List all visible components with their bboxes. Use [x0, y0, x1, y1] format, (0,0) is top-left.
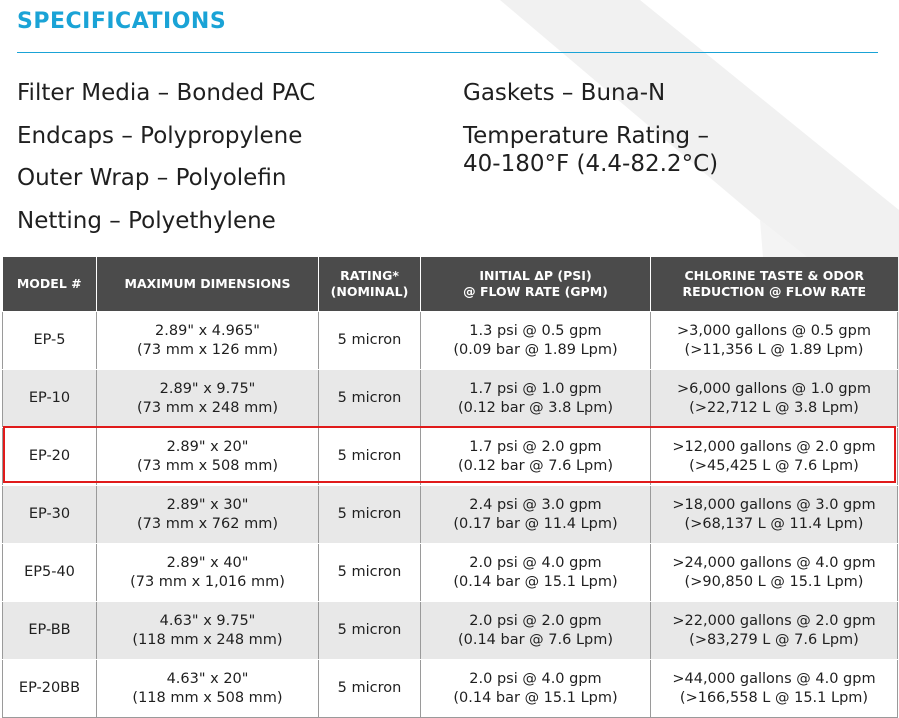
dimensions-imperial: 4.63" x 20"	[166, 670, 249, 687]
pressure-drop-psi: 2.0 psi @ 4.0 gpm	[469, 670, 602, 687]
chlorine-liters: (>45,425 L @ 7.6 Lpm)	[689, 457, 859, 474]
pressure-drop-psi: 1.7 psi @ 2.0 gpm	[469, 438, 602, 455]
spec-temperature-rating-value: 40-180°F (4.4-82.2°C)	[463, 151, 719, 177]
header-rating-line2: (NOMINAL)	[330, 284, 409, 299]
table-row	[3, 660, 898, 718]
table-row	[3, 486, 898, 544]
specifications-table	[2, 257, 898, 718]
cell-dimensions	[97, 370, 319, 428]
cell-rating: 5 micron	[319, 428, 421, 486]
dimensions-imperial: 2.89" x 20"	[166, 438, 249, 455]
cell-dimensions	[97, 602, 319, 660]
table-header-row	[3, 257, 898, 312]
pressure-drop-psi: 2.0 psi @ 4.0 gpm	[469, 554, 602, 571]
dimensions-metric: (73 mm x 762 mm)	[137, 515, 278, 532]
cell-rating: 5 micron	[319, 312, 421, 370]
spec-temperature-rating-label: Temperature Rating –	[463, 123, 709, 149]
cell-pressure-drop	[421, 428, 651, 486]
header-model	[3, 257, 97, 312]
pressure-drop-psi: 2.0 psi @ 2.0 gpm	[469, 612, 602, 629]
cell-pressure-drop	[421, 486, 651, 544]
cell-model: EP-20BB	[3, 660, 97, 718]
pressure-drop-bar: (0.17 bar @ 11.4 Lpm)	[453, 515, 618, 532]
chlorine-liters: (>90,850 L @ 15.1 Lpm)	[684, 573, 864, 590]
cell-dimensions	[97, 312, 319, 370]
header-model-text: MODEL #	[16, 276, 82, 291]
spec-gaskets: Gaskets – Buna-N	[463, 80, 666, 106]
cell-chlorine-reduction	[651, 544, 898, 602]
pressure-drop-bar: (0.14 bar @ 7.6 Lpm)	[457, 631, 614, 648]
cell-dimensions	[97, 428, 319, 486]
pressure-drop-bar: (0.09 bar @ 1.89 Lpm)	[453, 341, 618, 358]
header-max-dimensions	[97, 257, 319, 312]
chlorine-gallons: >6,000 gallons @ 1.0 gpm	[677, 380, 871, 397]
pressure-drop-psi: 1.7 psi @ 1.0 gpm	[469, 380, 602, 397]
header-initial-dp-line1: INITIAL ΔP (PSI)	[479, 268, 592, 283]
cell-pressure-drop	[421, 602, 651, 660]
cell-rating: 5 micron	[319, 544, 421, 602]
cell-rating: 5 micron	[319, 602, 421, 660]
cell-model: EP-BB	[3, 602, 97, 660]
cell-rating: 5 micron	[319, 370, 421, 428]
chlorine-gallons: >44,000 gallons @ 4.0 gpm	[672, 670, 876, 687]
table-row	[3, 370, 898, 428]
cell-model: EP-10	[3, 370, 97, 428]
pressure-drop-bar: (0.12 bar @ 3.8 Lpm)	[457, 399, 614, 416]
dimensions-metric: (73 mm x 508 mm)	[137, 457, 278, 474]
spec-filter-media: Filter Media – Bonded PAC	[17, 80, 316, 106]
chlorine-liters: (>166,558 L @ 15.1 Lpm)	[679, 689, 869, 706]
header-chlorine-line2: REDUCTION @ FLOW RATE	[682, 284, 867, 299]
cell-rating: 5 micron	[319, 660, 421, 718]
header-initial-dp-line2: @ FLOW RATE (GPM)	[463, 284, 608, 299]
cell-chlorine-reduction	[651, 428, 898, 486]
dimensions-imperial: 2.89" x 4.965"	[155, 322, 260, 339]
header-chlorine-reduction	[651, 257, 898, 312]
cell-chlorine-reduction	[651, 486, 898, 544]
pressure-drop-bar: (0.14 bar @ 15.1 Lpm)	[453, 689, 618, 706]
cell-pressure-drop	[421, 312, 651, 370]
cell-dimensions	[97, 486, 319, 544]
header-chlorine-line1: CHLORINE TASTE & ODOR	[684, 268, 865, 283]
header-initial-pressure-drop	[421, 257, 651, 312]
cell-pressure-drop	[421, 660, 651, 718]
chlorine-gallons: >24,000 gallons @ 4.0 gpm	[672, 554, 876, 571]
dimensions-metric: (73 mm x 126 mm)	[137, 341, 278, 358]
title-divider	[17, 52, 878, 53]
header-rating-line1: RATING*	[340, 268, 399, 283]
cell-dimensions	[97, 660, 319, 718]
cell-chlorine-reduction	[651, 370, 898, 428]
dimensions-metric: (73 mm x 1,016 mm)	[130, 573, 285, 590]
table-row	[3, 602, 898, 660]
cell-chlorine-reduction	[651, 660, 898, 718]
spec-outer-wrap: Outer Wrap – Polyolefin	[17, 165, 287, 191]
chlorine-liters: (>68,137 L @ 11.4 Lpm)	[684, 515, 864, 532]
pressure-drop-bar: (0.12 bar @ 7.6 Lpm)	[457, 457, 614, 474]
dimensions-imperial: 2.89" x 9.75"	[159, 380, 256, 397]
pressure-drop-psi: 2.4 psi @ 3.0 gpm	[469, 496, 602, 513]
chlorine-liters: (>83,279 L @ 7.6 Lpm)	[689, 631, 859, 648]
cell-chlorine-reduction	[651, 602, 898, 660]
chlorine-liters: (>22,712 L @ 3.8 Lpm)	[689, 399, 859, 416]
cell-model: EP-30	[3, 486, 97, 544]
chlorine-gallons: >3,000 gallons @ 0.5 gpm	[677, 322, 871, 339]
cell-model: EP-20	[3, 428, 97, 486]
cell-model: EP5-40	[3, 544, 97, 602]
table-row-highlighted	[3, 428, 898, 486]
header-max-dimensions-text: MAXIMUM DIMENSIONS	[124, 276, 291, 291]
chlorine-gallons: >18,000 gallons @ 3.0 gpm	[672, 496, 876, 513]
pressure-drop-bar: (0.14 bar @ 15.1 Lpm)	[453, 573, 618, 590]
dimensions-metric: (118 mm x 508 mm)	[132, 689, 283, 706]
cell-pressure-drop	[421, 544, 651, 602]
cell-rating: 5 micron	[319, 486, 421, 544]
chlorine-gallons: >12,000 gallons @ 2.0 gpm	[672, 438, 876, 455]
chlorine-liters: (>11,356 L @ 1.89 Lpm)	[684, 341, 864, 358]
spec-netting: Netting – Polyethylene	[17, 208, 276, 234]
table-row	[3, 312, 898, 370]
cell-model: EP-5	[3, 312, 97, 370]
dimensions-metric: (118 mm x 248 mm)	[132, 631, 283, 648]
spec-endcaps: Endcaps – Polypropylene	[17, 123, 303, 149]
table-row	[3, 544, 898, 602]
pressure-drop-psi: 1.3 psi @ 0.5 gpm	[469, 322, 602, 339]
dimensions-imperial: 2.89" x 40"	[166, 554, 249, 571]
cell-pressure-drop	[421, 370, 651, 428]
dimensions-metric: (73 mm x 248 mm)	[137, 399, 278, 416]
cell-dimensions	[97, 544, 319, 602]
cell-chlorine-reduction	[651, 312, 898, 370]
dimensions-imperial: 2.89" x 30"	[166, 496, 249, 513]
dimensions-imperial: 4.63" x 9.75"	[159, 612, 256, 629]
header-rating	[319, 257, 421, 312]
chlorine-gallons: >22,000 gallons @ 2.0 gpm	[672, 612, 876, 629]
section-title: SPECIFICATIONS	[17, 9, 227, 34]
